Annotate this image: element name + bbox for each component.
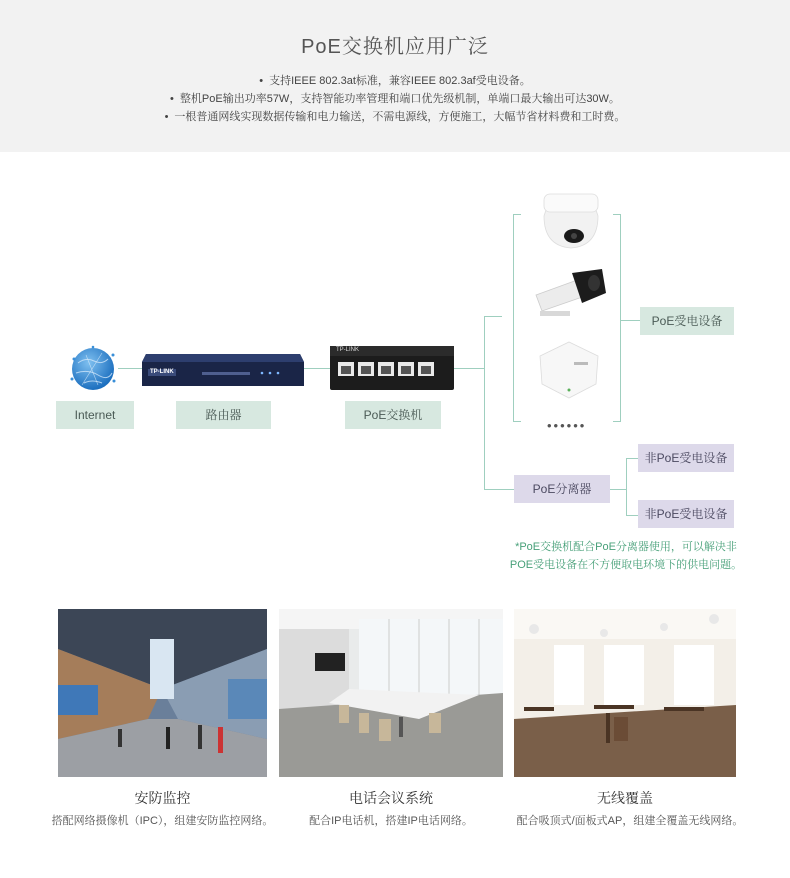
connector-line: [620, 320, 640, 321]
connector-line: [484, 316, 485, 490]
bracket-line: [613, 421, 621, 422]
connector-line: [610, 489, 626, 490]
bracket-line: [513, 214, 514, 422]
internet-globe-icon: [68, 345, 118, 393]
feature-item: • 一根普通网线实现数据传输和电力输送，不需电源线，方便施工，大幅节省材料费和工时费。: [0, 108, 790, 126]
more-devices-ellipsis: ••••••: [547, 418, 587, 433]
app-title: 无线覆盖: [597, 790, 653, 806]
label-non-poe-device: 非PoE受电设备: [638, 444, 734, 472]
label-poe-device: PoE受电设备: [640, 307, 734, 335]
security-monitoring-photo: [58, 609, 267, 777]
app-desc: 搭配网络摄像机（IPC），组建安防监控网络。: [51, 815, 274, 827]
feature-item: • 整机PoE输出功率57W，支持智能功率管理和端口优先级机制，单端口最大输出可达30W。: [0, 90, 790, 108]
connector-line: [454, 368, 484, 369]
label-router: 路由器: [176, 401, 271, 429]
page-title: PoE交换机应用广泛: [301, 36, 489, 58]
bullet-icon: •: [164, 111, 169, 123]
bracket-line: [513, 214, 521, 215]
bullet-icon: •: [259, 75, 264, 87]
router-brand: TP-LINK: [150, 369, 174, 375]
splitter-note: *PoE交换机配合PoE分离器使用，可以解决非 POE受电设备在不方便取电环境下的供电问题。: [509, 541, 743, 571]
wireless-coverage-photo: [514, 609, 736, 777]
app-desc: 配合吸顶式/面板式AP，组建全覆盖无线网络。: [516, 815, 744, 827]
label-poe-switch: PoE交换机: [345, 401, 441, 429]
dome-camera-icon: [540, 188, 602, 252]
label-poe-splitter: PoE分离器: [514, 475, 610, 503]
header-banner: [0, 0, 790, 152]
bracket-line: [613, 214, 621, 215]
app-title: 电话会议系统: [349, 790, 433, 806]
bullet-camera-icon: [532, 265, 608, 320]
bracket-line: [620, 214, 621, 422]
switch-brand: TP-LINK: [336, 347, 360, 353]
app-title: 安防监控: [134, 790, 191, 806]
feature-list: [0, 72, 790, 126]
feature-item: • 支持IEEE 802.3at标准，兼容IEEE 802.3af受电设备。: [0, 72, 790, 90]
connector-line: [626, 458, 638, 459]
connector-line: [118, 368, 142, 369]
conference-room-photo: [279, 609, 503, 777]
bullet-icon: •: [170, 93, 174, 105]
bracket-line: [513, 421, 521, 422]
connector-line: [626, 458, 627, 516]
connector-line: [484, 489, 514, 490]
wireless-ap-icon: [536, 340, 602, 400]
router-device-icon: [142, 348, 304, 388]
app-desc: 配合IP电话机，搭建IP电话网络。: [309, 815, 473, 827]
connector-line: [304, 368, 330, 369]
connector-line: [626, 515, 638, 516]
label-internet: Internet: [56, 401, 134, 429]
label-non-poe-device: 非PoE受电设备: [638, 500, 734, 528]
connector-line: [484, 316, 502, 317]
